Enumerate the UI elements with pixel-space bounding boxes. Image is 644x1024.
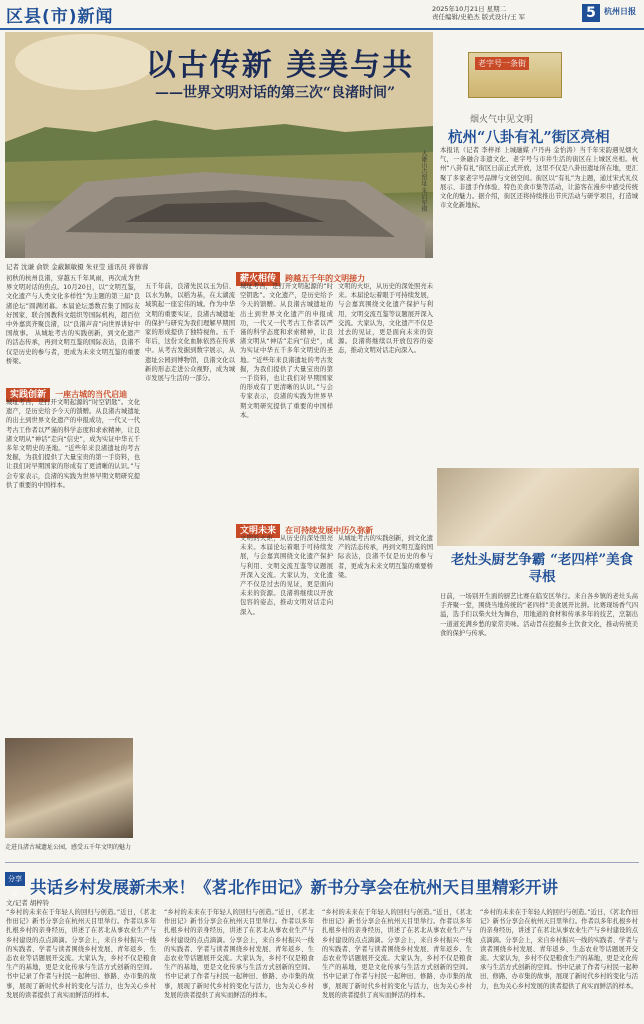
section3-tag: 文明未来 <box>236 524 280 538</box>
hero-photo-caption: 大雄山古窑址 朱启军摄 <box>420 150 427 212</box>
park-photo <box>5 738 133 838</box>
right-headline-2: 老灶头厨艺争霸 “老四样”美食寻根 <box>450 552 634 585</box>
park-photo-caption: 走进良渚古城遗址公园，感受五千年文明的魅力 <box>5 844 132 851</box>
bottom-text-1: “乡村的未来在于年轻人的回归与创造。”近日，《茗北作田记》新书分享会在杭州天目里举行。作者以多年扎根乡村的亲身经历，讲述了在茗北从事农业生产与乡村建设的点点滴滴。分享会上，来自乡村振兴一线的实践者、学者与读者围绕乡村发展、青年返乡、生态农业等话题展开交流。大家认为，乡村不仅是粮食生产的基地，更是文化传承与生活方式创新的空间。书中记录了作者与村民一起种田、修路、办市集的故事，展现了新时代乡村的变化与活力，也为关心乡村发展的读者提供了真实而鲜活的样本。 <box>6 909 156 999</box>
bottom-badge: 分享会 <box>5 872 25 886</box>
right-body-2: 日前，一场别开生面的厨艺比赛在临安区举行。来自各乡镇的老灶头高手齐聚一堂，围绕当地传统的“老四样”美食展开比拼。比赛现场香气四溢，选手们以柴火灶为舞台，用地道的食材和传承多年的技艺，烹制出一道道充满乡愁的家常美味。活动旨在挖掘乡土饮食文化，推动传统美食的保护与传承。 <box>440 593 638 637</box>
hero-title: 以古传新 美美与共 <box>145 48 415 83</box>
bottom-title: 共话乡村发展新未来！《茗北作田记》新书分享会在杭州天目里精彩开讲 <box>30 878 558 897</box>
intro-text <box>6 274 140 374</box>
bottom-text-2: “乡村的未来在于年轻人的回归与创造。”近日，《茗北作田记》新书分享会在杭州天目里举行。作者以多年扎根乡村的亲身经历，讲述了在茗北从事农业生产与乡村建设的点点滴滴。分享会上，来自乡村振兴一线的实践者、学者与读者围绕乡村发展、青年返乡、生态农业等话题展开交流。大家认为，乡村不仅是粮食生产的基地，更是文化传承与生活方式创新的空间。书中记录了作者与村民一起种田、修路、办市集的故事，展现了新时代乡村的变化与活力，也为关心乡村发展的读者提供了真实而鲜活的样本。 <box>164 909 314 999</box>
section2-tag: 薪火相传 <box>236 272 280 286</box>
section3-head: 在可持续发展中历久弥新 <box>285 526 374 535</box>
section1-text: 城址考古，是打开文明起源的“时空钥匙”。文化遗产，是历史给予今天的馈赠。从良渚古城遗址的出土到世界文化遗产的申报成功，一代又一代考古工作者以严谨的科学态度和求索精神，让良渚文明从“神话”走向“信史”，成为实证中华五千多年文明史的圣地。“近些年来良渚遗址的考古发掘，为我们提供了大量宝贵的第一手资料，也让我们对早期国家的形成有了更清晰的认识。”与会专家表示，良渚的实践为世界早期文明研究提供了重要的中国样本。 <box>6 399 140 489</box>
page-number: 5 <box>582 4 600 22</box>
street-sign-label: 老字号一条街 <box>475 57 529 70</box>
newspaper-logo: 杭州日报 <box>604 6 636 16</box>
right-headline: 杭州“八卦有礼”街区亮相 <box>448 129 610 146</box>
right-kicker: 烟火气中见文明 <box>470 115 534 125</box>
intro-p2: 从城址考古的实践创新，到文化遗产的活态传承，再到文明互鉴的国际表达，良渚不仅是历史的参与者，更成为未来文明互鉴的重要桥梁。 <box>6 330 140 365</box>
section3-text-b: 从城址考古的实践创新，到文化遗产的活态传承，再到文明互鉴的国际表达，良渚不仅是历史的参与者，更成为未来文明互鉴的重要桥梁。 <box>338 535 433 579</box>
bottom-text-4: “乡村的未来在于年轻人的回归与创造。”近日，《茗北作田记》新书分享会在杭州天目里举行。作者以多年扎根乡村的亲身经历，讲述了在茗北从事农业生产与乡村建设的点点滴滴。分享会上，来自乡村振兴一线的实践者、学者与读者围绕乡村发展、青年返乡、生态农业等话题展开交流。大家认为，乡村不仅是粮食生产的基地，更是文化传承与生活方式创新的空间。书中记录了作者与村民一起种田、修路、办市集的故事，展现了新时代乡村的变化与活力，也为关心乡村发展的读者提供了真实而鲜活的样本。 <box>480 909 638 990</box>
middle-col-text-c: 文明的火炬，从历史的深处照亮未来。本届论坛着眼于可持续发展，与会嘉宾围绕文化遗产保护与利用、文明交流互鉴等议题展开深入交流。大家认为，文化遗产不仅是过去的见证，更是面向未来的资源。良渚将继续以开放包容的姿态，推动文明对话走向深入。 <box>338 283 433 355</box>
middle-col-text-a: 五千年前，良渚先民以玉为信、以水为脉，以稻为基，在太湖流域筑起一座宏伟的城。作为中华文明的重要实证，良渚古城遗址的保护与研究为我们理解早期国家的形成提供了独特视角。五千年后，这份文化血脉依然在传承中。从考古发掘到数字展示，从遗址公园到博物馆，良渚文化以新的形态走进公众视野，成为城市发展与生活的一部分。 <box>145 283 235 383</box>
right-body: 本报讯（记者 李梓祥 上城融媒 卢丹冉 金怡涛）当千年宋韵遇见烟火气，一条融合非遗文化、老字号与市井生活的街区在上城区亮相。杭州“八卦有礼”街区日前正式开放，这里不仅是八卦田遗址所在地，更汇聚了多家老字号品牌与文创空间。街区以“有礼”为主题，通过宋式礼仪展示、非遗手作体验、特色美食市集等活动，让游客在漫步中感受传统文化的魅力。据介绍，街区还将持续推出节庆活动与研学项目，打造城市文化新地标。 <box>440 147 638 210</box>
editors-line: 责任编辑/史艳杰 版式设计/王 军 <box>432 13 526 21</box>
section-divider <box>5 862 639 863</box>
section2-head: 跨越五千年的文明接力 <box>285 274 366 283</box>
section1-head: 一座古城的当代启迪 <box>55 390 128 399</box>
middle-col-text-b: 城址考古，是打开文明起源的“时空钥匙”。文化遗产，是历史给予今天的馈赠。从良渚古城遗址的出土到世界文化遗产的申报成功，一代又一代考古工作者以严谨的科学态度和求索精神，让良渚文明从“神话”走向“信史”，成为实证中华五千多年文明史的圣地。“近些年来良渚遗址的考古发掘，为我们提供了大量宝贵的第一手资料，也让我们对早期国家的形成有了更清晰的认识。”与会专家表示，良渚的实践为世界早期文明研究提供了重要的中国样本。 <box>240 283 333 419</box>
bottom-text-3: “乡村的未来在于年轻人的回归与创造。”近日，《茗北作田记》新书分享会在杭州天目里举行。作者以多年扎根乡村的亲身经历，讲述了在茗北从事农业生产与乡村建设的点点滴滴。分享会上，来自乡村振兴一线的实践者、学者与读者围绕乡村发展、青年返乡、生态农业等话题展开交流。大家认为，乡村不仅是粮食生产的基地，更是文化传承与生活方式创新的空间。书中记录了作者与村民一起种田、修路、办市集的故事，展现了新时代乡村的变化与活力，也为关心乡村发展的读者提供了真实而鲜活的样本。 <box>322 909 472 999</box>
bottom-byline: 文/记者 胡梓铃 <box>6 899 50 907</box>
byline: 记者 沈谦 俞铁 金蔽颖敏摄 朱亚莹 通讯员 蒋蓉蓉 <box>6 263 149 271</box>
date-editor-block <box>432 5 582 21</box>
section3-text-a: 文明的火炬，从历史的深处照亮未来。本届论坛着眼于可持续发展，与会嘉宾围绕文化遗产保护与利用、文明交流互鉴等议题展开深入交流。大家认为，文化遗产不仅是过去的见证，更是面向未来的资源。良渚将继续以开放包容的姿态，推动文明对话走向深入。 <box>240 535 333 616</box>
street-sign-image <box>468 52 562 98</box>
intro-p1: 初秋的杭州良渚，穿越五千年风雨，再次成为世界文明对话的焦点。10月20日，以“文明互鉴，文化遗产与人类文化多样性”为主题的第三届“良渚论坛”圆满闭幕。本届论坛悉数召集了国际友好国家、联合国教科文组织等国际机构，超百位中外嘉宾齐聚良渚，以“良渚声音”向世界讲好中国故事。 <box>6 275 140 338</box>
hero-subtitle: ——世界文明对话的第三次“良渚时间” <box>154 85 396 101</box>
section-title: 区县(市)新闻 <box>6 7 114 27</box>
date-line: 2025年10月21日 星期二 <box>432 5 507 13</box>
section1-tag: 实践创新 <box>6 388 50 402</box>
cooking-photo <box>437 468 639 546</box>
